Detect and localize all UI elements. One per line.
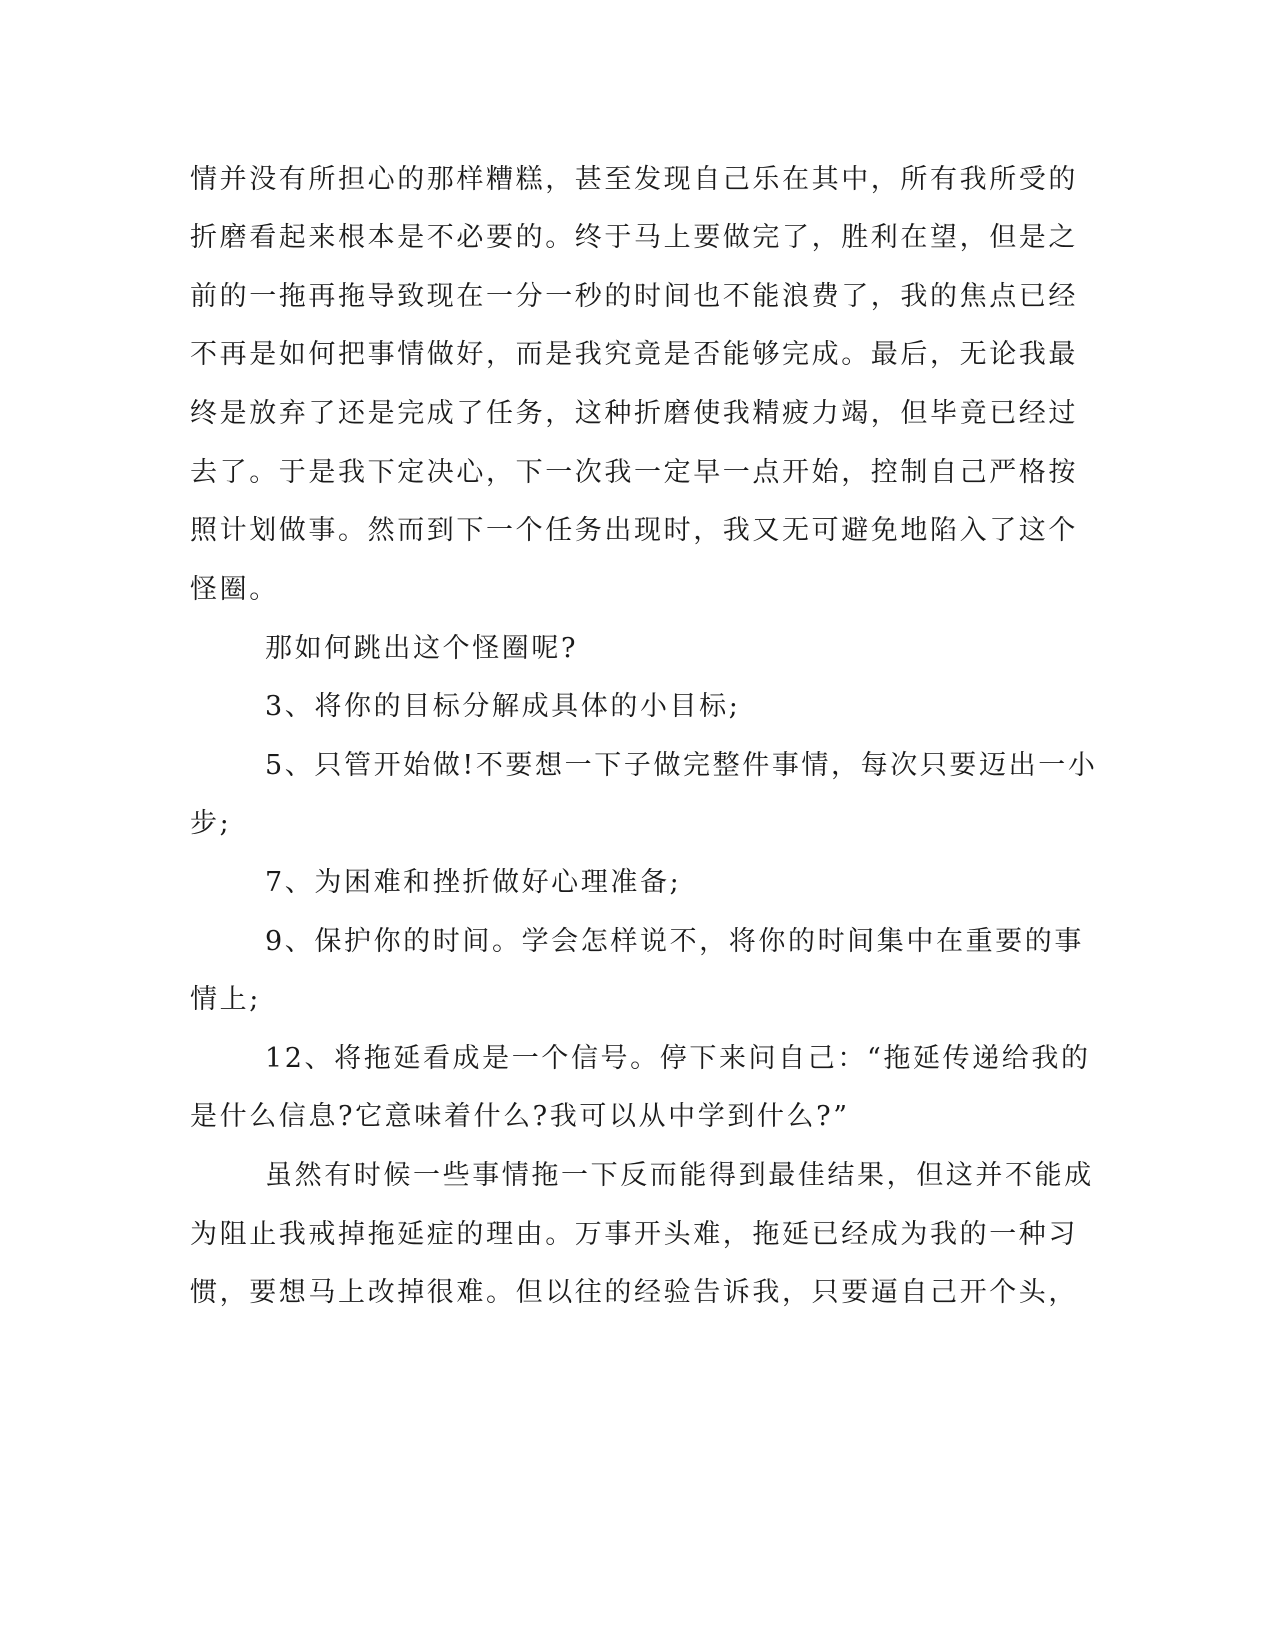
list-item: 3、将你的目标分解成具体的小目标; bbox=[265, 691, 741, 722]
list-item-continuation: 情上; bbox=[190, 984, 261, 1015]
paragraph-line: 那如何跳出这个怪圈呢? bbox=[265, 633, 579, 664]
paragraph-line: 为阻止我戒掉拖延症的理由。万事开头难，拖延已经成为我的一种习 bbox=[190, 1219, 1078, 1250]
list-item-continuation: 是什么信息?它意味着什么?我可以从中学到什么?” bbox=[190, 1101, 850, 1132]
paragraph-line: 前的一拖再拖导致现在一分一秒的时间也不能浪费了，我的焦点已经 bbox=[190, 281, 1078, 312]
paragraph-line: 照计划做事。然而到下一个任务出现时，我又无可避免地陷入了这个 bbox=[190, 515, 1078, 546]
paragraph-line: 情并没有所担心的那样糟糕，甚至发现自己乐在其中，所有我所受的 bbox=[190, 164, 1078, 195]
paragraph-line: 折磨看起来根本是不必要的。终于马上要做完了，胜利在望，但是之 bbox=[190, 222, 1078, 253]
paragraph-line: 不再是如何把事情做好，而是我究竟是否能够完成。最后，无论我最 bbox=[190, 339, 1078, 370]
list-item: 9、保护你的时间。学会怎样说不，将你的时间集中在重要的事 bbox=[265, 926, 1084, 957]
paragraph-line: 终是放弃了还是完成了任务，这种折磨使我精疲力竭，但毕竟已经过 bbox=[190, 398, 1078, 429]
paragraph-line: 去了。于是我下定决心，下一次我一定早一点开始，控制自己严格按 bbox=[190, 457, 1078, 488]
list-item-continuation: 步; bbox=[190, 808, 232, 839]
list-item: 5、只管开始做!不要想一下子做完整件事情，每次只要迈出一小 bbox=[265, 750, 1098, 781]
paragraph-line: 虽然有时候一些事情拖一下反而能得到最佳结果，但这并不能成 bbox=[265, 1160, 1094, 1191]
paragraph-line: 怪圈。 bbox=[190, 574, 279, 605]
list-item: 7、为困难和挫折做好心理准备; bbox=[265, 867, 682, 898]
list-item: 12、将拖延看成是一个信号。停下来问自己：“拖延传递给我的 bbox=[265, 1043, 1091, 1074]
paragraph-line: 惯，要想马上改掉很难。但以往的经验告诉我，只要逼自己开个头， bbox=[190, 1277, 1078, 1308]
